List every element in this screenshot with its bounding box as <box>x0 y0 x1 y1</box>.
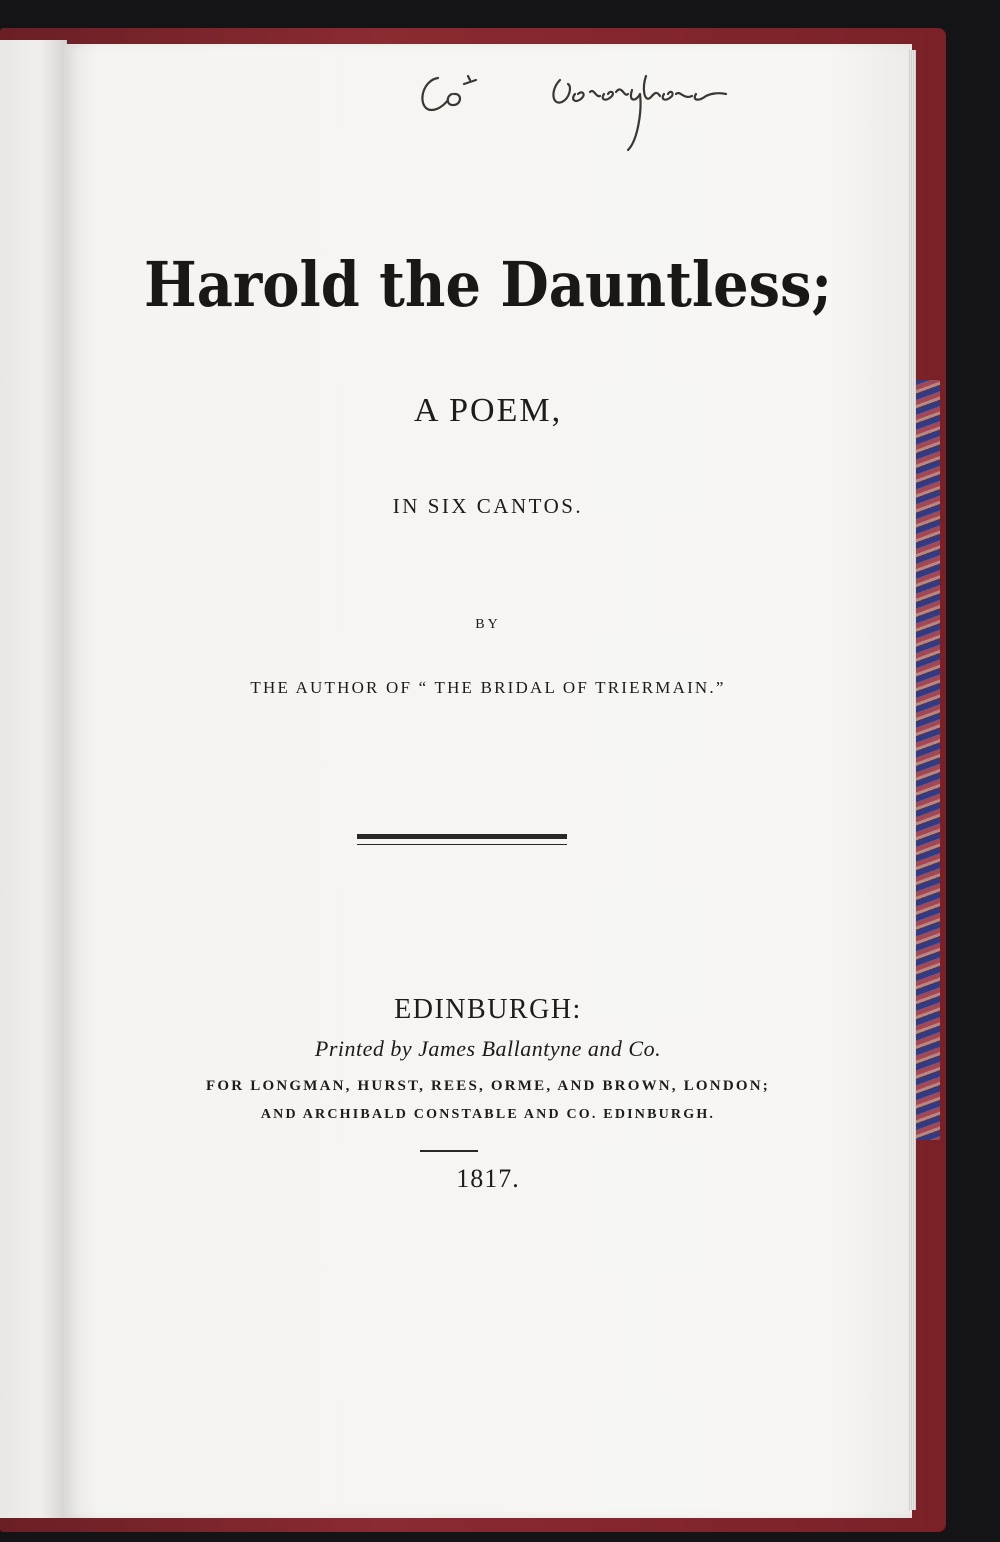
left-page <box>0 40 67 1518</box>
book-title: Harold the Dauntless; <box>144 248 832 321</box>
page-edges <box>908 50 916 1510</box>
thick-rule <box>357 834 567 839</box>
thin-rule <box>357 844 567 845</box>
publisher-line-2: AND ARCHIBALD CONSTABLE AND CO. EDINBURGH. <box>260 1107 716 1122</box>
handwritten-inscription <box>410 50 810 160</box>
book-subtitle: A POEM, <box>413 392 563 429</box>
by-line: BY <box>475 617 501 632</box>
marbled-endpaper-edge <box>912 380 940 1140</box>
publisher-line-1: FOR LONGMAN, HURST, REES, ORME, AND BROWN, LONDON; <box>206 1078 770 1094</box>
author-line: THE AUTHOR OF “ THE BRIDAL OF TRIERMAIN.” <box>250 678 726 697</box>
printer-line: Printed by James Ballantyne and Co. <box>314 1036 662 1061</box>
short-rule <box>420 1150 478 1152</box>
publication-year: 1817. <box>456 1164 520 1193</box>
imprint-city: EDINBURGH: <box>394 994 582 1025</box>
cantos-line: IN SIX CANTOS. <box>392 494 584 518</box>
